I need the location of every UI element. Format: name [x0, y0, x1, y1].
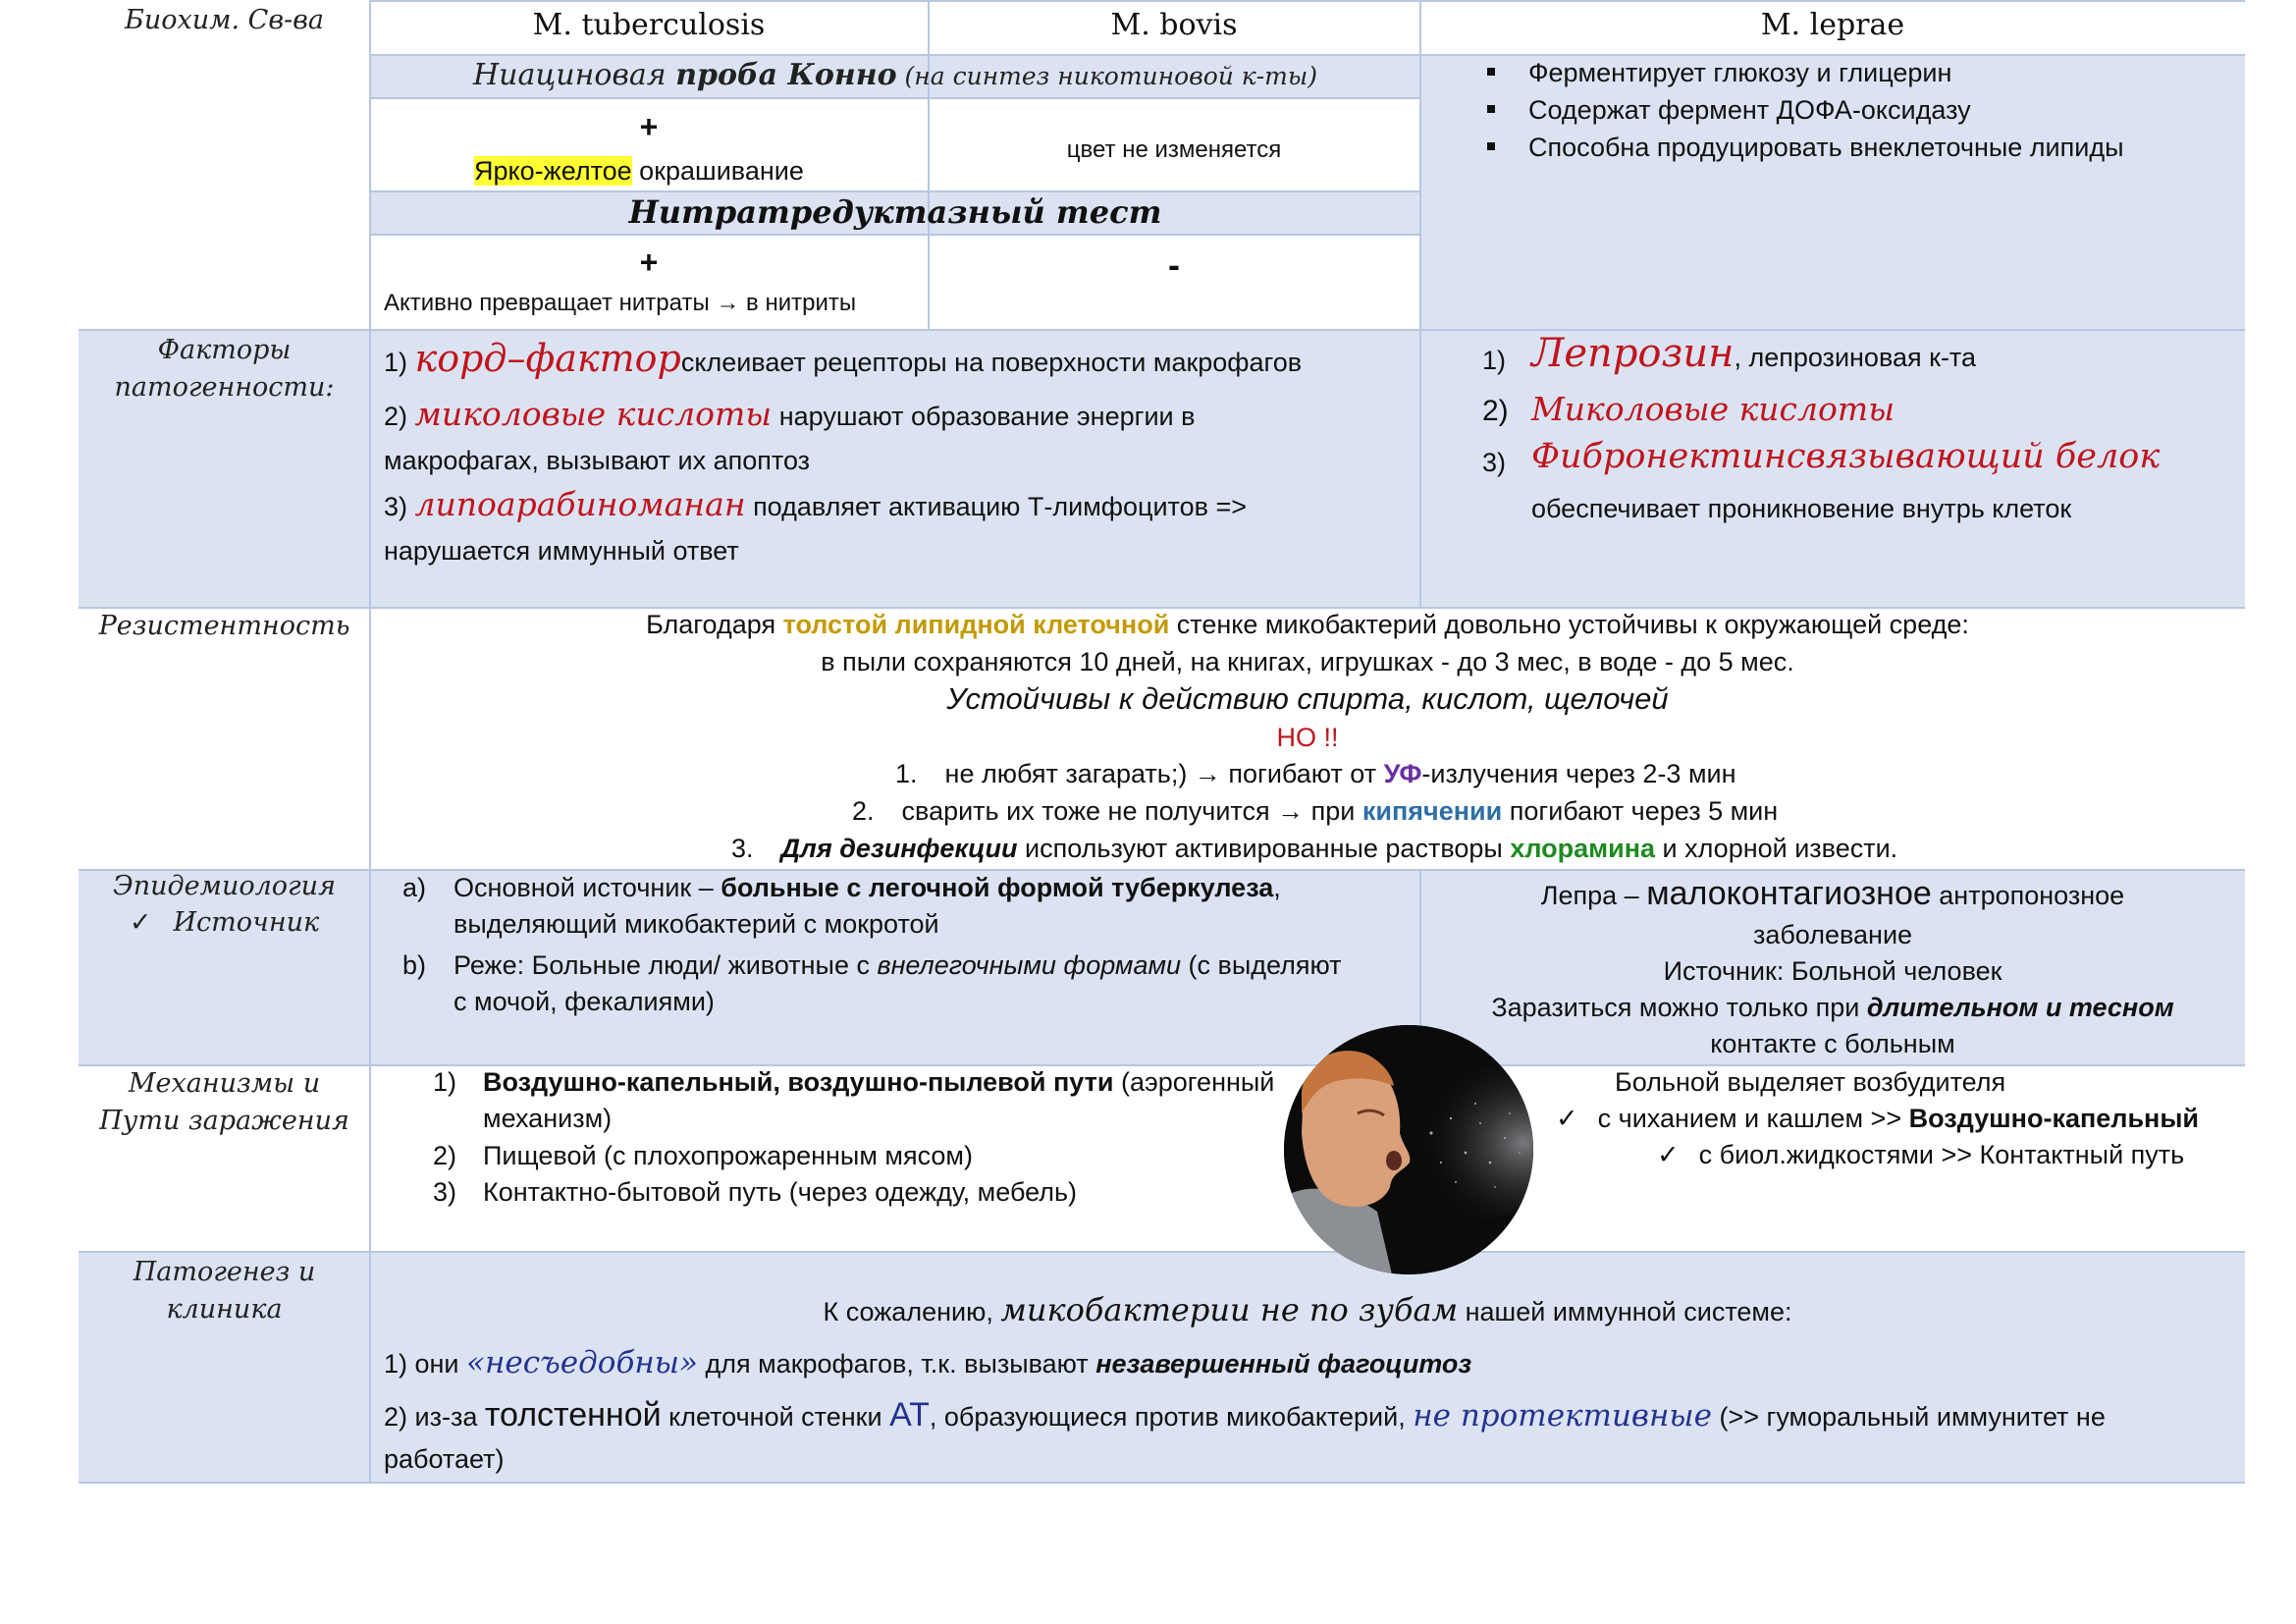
mech-leprae-1: Больной выделяет возбудителя [1615, 1067, 2006, 1097]
resistance-line-1: Благодаря толстой липидной клеточной стенке микобактерий довольно устойчивы к окружающей среде: [646, 610, 1969, 639]
tb-nitrate-sign: + [639, 244, 659, 280]
lep-factor-3-cont: обеспечивает проникновение внутрь клеток [1531, 494, 2072, 523]
bovis-niacin-result: цвет не изменяется [1066, 136, 1282, 163]
col-header-bovis: M. bovis [1110, 8, 1238, 42]
tb-niacin-result: Ярко-желтое окрашивание [474, 156, 804, 186]
tb-factor-2-cont: макрофагах, вызывают их апоптоз [384, 446, 811, 475]
row-label-epidemiology: Эпидемиология [113, 871, 336, 901]
epi-a: Основной источник – больные с легочной формой туберкулеза, [454, 873, 1281, 902]
tb-factor-3: 3) липоарабиноманан подавляет активацию Т-лимфоцитов => [384, 485, 1248, 523]
grid-line [370, 190, 1420, 192]
epi-leprae-3: Источник: Больной человек [1663, 956, 2002, 986]
pathogenesis-line-3-cont: работает) [384, 1444, 505, 1474]
check-icon: ✓ [129, 907, 152, 938]
pathogenesis-line-1: К сожалению, микобактерии не по зубам нашей иммунной системе: [823, 1291, 1792, 1328]
row-label-resistance: Резистентность [98, 611, 350, 641]
square-bullet-icon [1487, 68, 1495, 76]
mech-2-num: 2) [433, 1141, 457, 1170]
mech-leprae-2: ✓ с чиханием и кашлем >> Воздушно-капельный [1556, 1104, 2200, 1133]
row-label-pathogenesis: Патогенез и клиника [133, 1257, 316, 1325]
resistance-but: НО !! [1276, 723, 1339, 752]
grid-line [370, 0, 2245, 2]
tb-niacin-sign: + [639, 109, 659, 144]
mech-3-num: 3) [433, 1177, 457, 1207]
check-icon: ✓ [1657, 1140, 1680, 1169]
lep-factor-1-num: 1) [1482, 346, 1507, 375]
check-icon: ✓ [1556, 1104, 1578, 1133]
sneeze-illustration [1284, 1025, 1533, 1274]
grid-line [79, 329, 2245, 331]
mech-1-cont: механизм) [483, 1104, 613, 1133]
epi-leprae-4: Заразиться можно только при длительном и тесном [1491, 993, 2174, 1022]
niacin-test-title: Ниациновая проба Конно (на синтез никотиновой к-ты) [472, 58, 1317, 92]
row-sublabel-source: ✓ Источник [129, 907, 320, 938]
square-bullet-icon [1487, 142, 1495, 150]
row-label-pathogenicity: Факторы патогенности: [114, 335, 335, 403]
epi-a-cont: выделяющий микобактерий с мокротой [454, 909, 939, 939]
resistance-item-2: 2. сварить их тоже не получится → при кипячении погибают через 5 мин [852, 796, 1779, 826]
tb-factor-2: 2) миколовые кислоты нарушают образование энергии в [384, 395, 1196, 433]
epi-a-mark: a) [402, 873, 427, 902]
mech-3: Контактно-бытовой путь (через одежду, мебель) [483, 1177, 1078, 1207]
tb-factor-1: 1) корд–факторсклеивает рецепторы на поверхности макрофагов [384, 337, 1303, 380]
mech-leprae-3: ✓ с биол.жидкостями >> Контактный путь [1657, 1140, 2185, 1169]
mech-1-num: 1) [433, 1067, 457, 1097]
tb-nitrate-result: Активно превращает нитраты → в нитриты [384, 290, 857, 316]
pathogenesis-line-2: 1) они «несъедобны» для макрофагов, т.к. вызывают незавершенный фагоцитоз [384, 1345, 1472, 1380]
grid-line [79, 1482, 2245, 1484]
col-header-leprae: M. leprae [1760, 8, 1905, 42]
lep-factor-3: Фибронектинсвязывающий белок [1531, 437, 2161, 476]
square-bullet-icon [1487, 105, 1495, 113]
lep-factor-3-num: 3) [1482, 448, 1507, 477]
bovis-nitrate-sign: - [1168, 244, 1180, 285]
leprae-biochem-item: Ферментирует глюкозу и глицерин [1487, 56, 1951, 89]
resistance-line-2: в пыли сохраняются 10 дней, на книгах, игрушках - до 3 мес, в воде - до 5 мес. [821, 647, 1794, 677]
sneezing-person-image [1284, 1025, 1533, 1274]
mech-2: Пищевой (с плохопрожаренным мясом) [483, 1141, 973, 1170]
leprae-biochem-item: Способна продуцировать внеклеточные липиды [1487, 131, 2124, 164]
tb-factor-3-cont: нарушается иммунный ответ [384, 536, 739, 566]
epi-leprae-1: Лепра – малоконтагиозное антропонозное [1540, 875, 2125, 912]
resistance-item-1: 1. не любят загарать;) → погибают от УФ-излучения через 2-3 мин [895, 759, 1736, 788]
grid-line [370, 97, 1420, 99]
row-label-mechanisms: Механизмы и Пути заражения [99, 1068, 349, 1136]
pathogenesis-line-3: 2) из-за толстенной клеточной стенки АТ, образующиеся против микобактерий, не протективные (>> гуморальный иммунитет не [384, 1396, 2106, 1434]
epi-leprae-2: заболевание [1752, 920, 1913, 949]
resistance-line-3: Устойчивы к действию спирта, кислот, щелочей [946, 681, 1669, 716]
epi-leprae-5: контакте с больным [1710, 1029, 1955, 1058]
row-label-biochem: Биохим. Св-ва [125, 5, 324, 35]
epi-b-mark: b) [402, 950, 427, 980]
leprae-biochem-item: Содержат фермент ДОФА-оксидазу [1487, 93, 1971, 127]
mech-1: Воздушно-капельный, воздушно-пылевой пути (аэрогенный [483, 1067, 1275, 1097]
resistance-item-3: 3. Для дезинфекции используют активированные растворы хлорамина и хлорной извести. [731, 834, 1898, 863]
lep-factor-1: Лепрозин, лепрозиновая к-та [1531, 331, 1977, 376]
grid-line [370, 54, 2245, 56]
epi-b: Реже: Больные люди/ животные с внелегочными формами (с выделяют [454, 950, 1342, 980]
lep-factor-2: Миколовые кислоты [1531, 390, 1896, 428]
grid-line [370, 234, 1420, 236]
grid-line [79, 1251, 2245, 1253]
col-header-tuberculosis: M. tuberculosis [532, 8, 766, 42]
epi-b-cont: с мочой, фекалиями) [454, 987, 715, 1016]
nitrate-test-title: Нитратредуктазный тест [628, 193, 1162, 231]
lep-factor-2-num: 2) [1482, 395, 1509, 427]
